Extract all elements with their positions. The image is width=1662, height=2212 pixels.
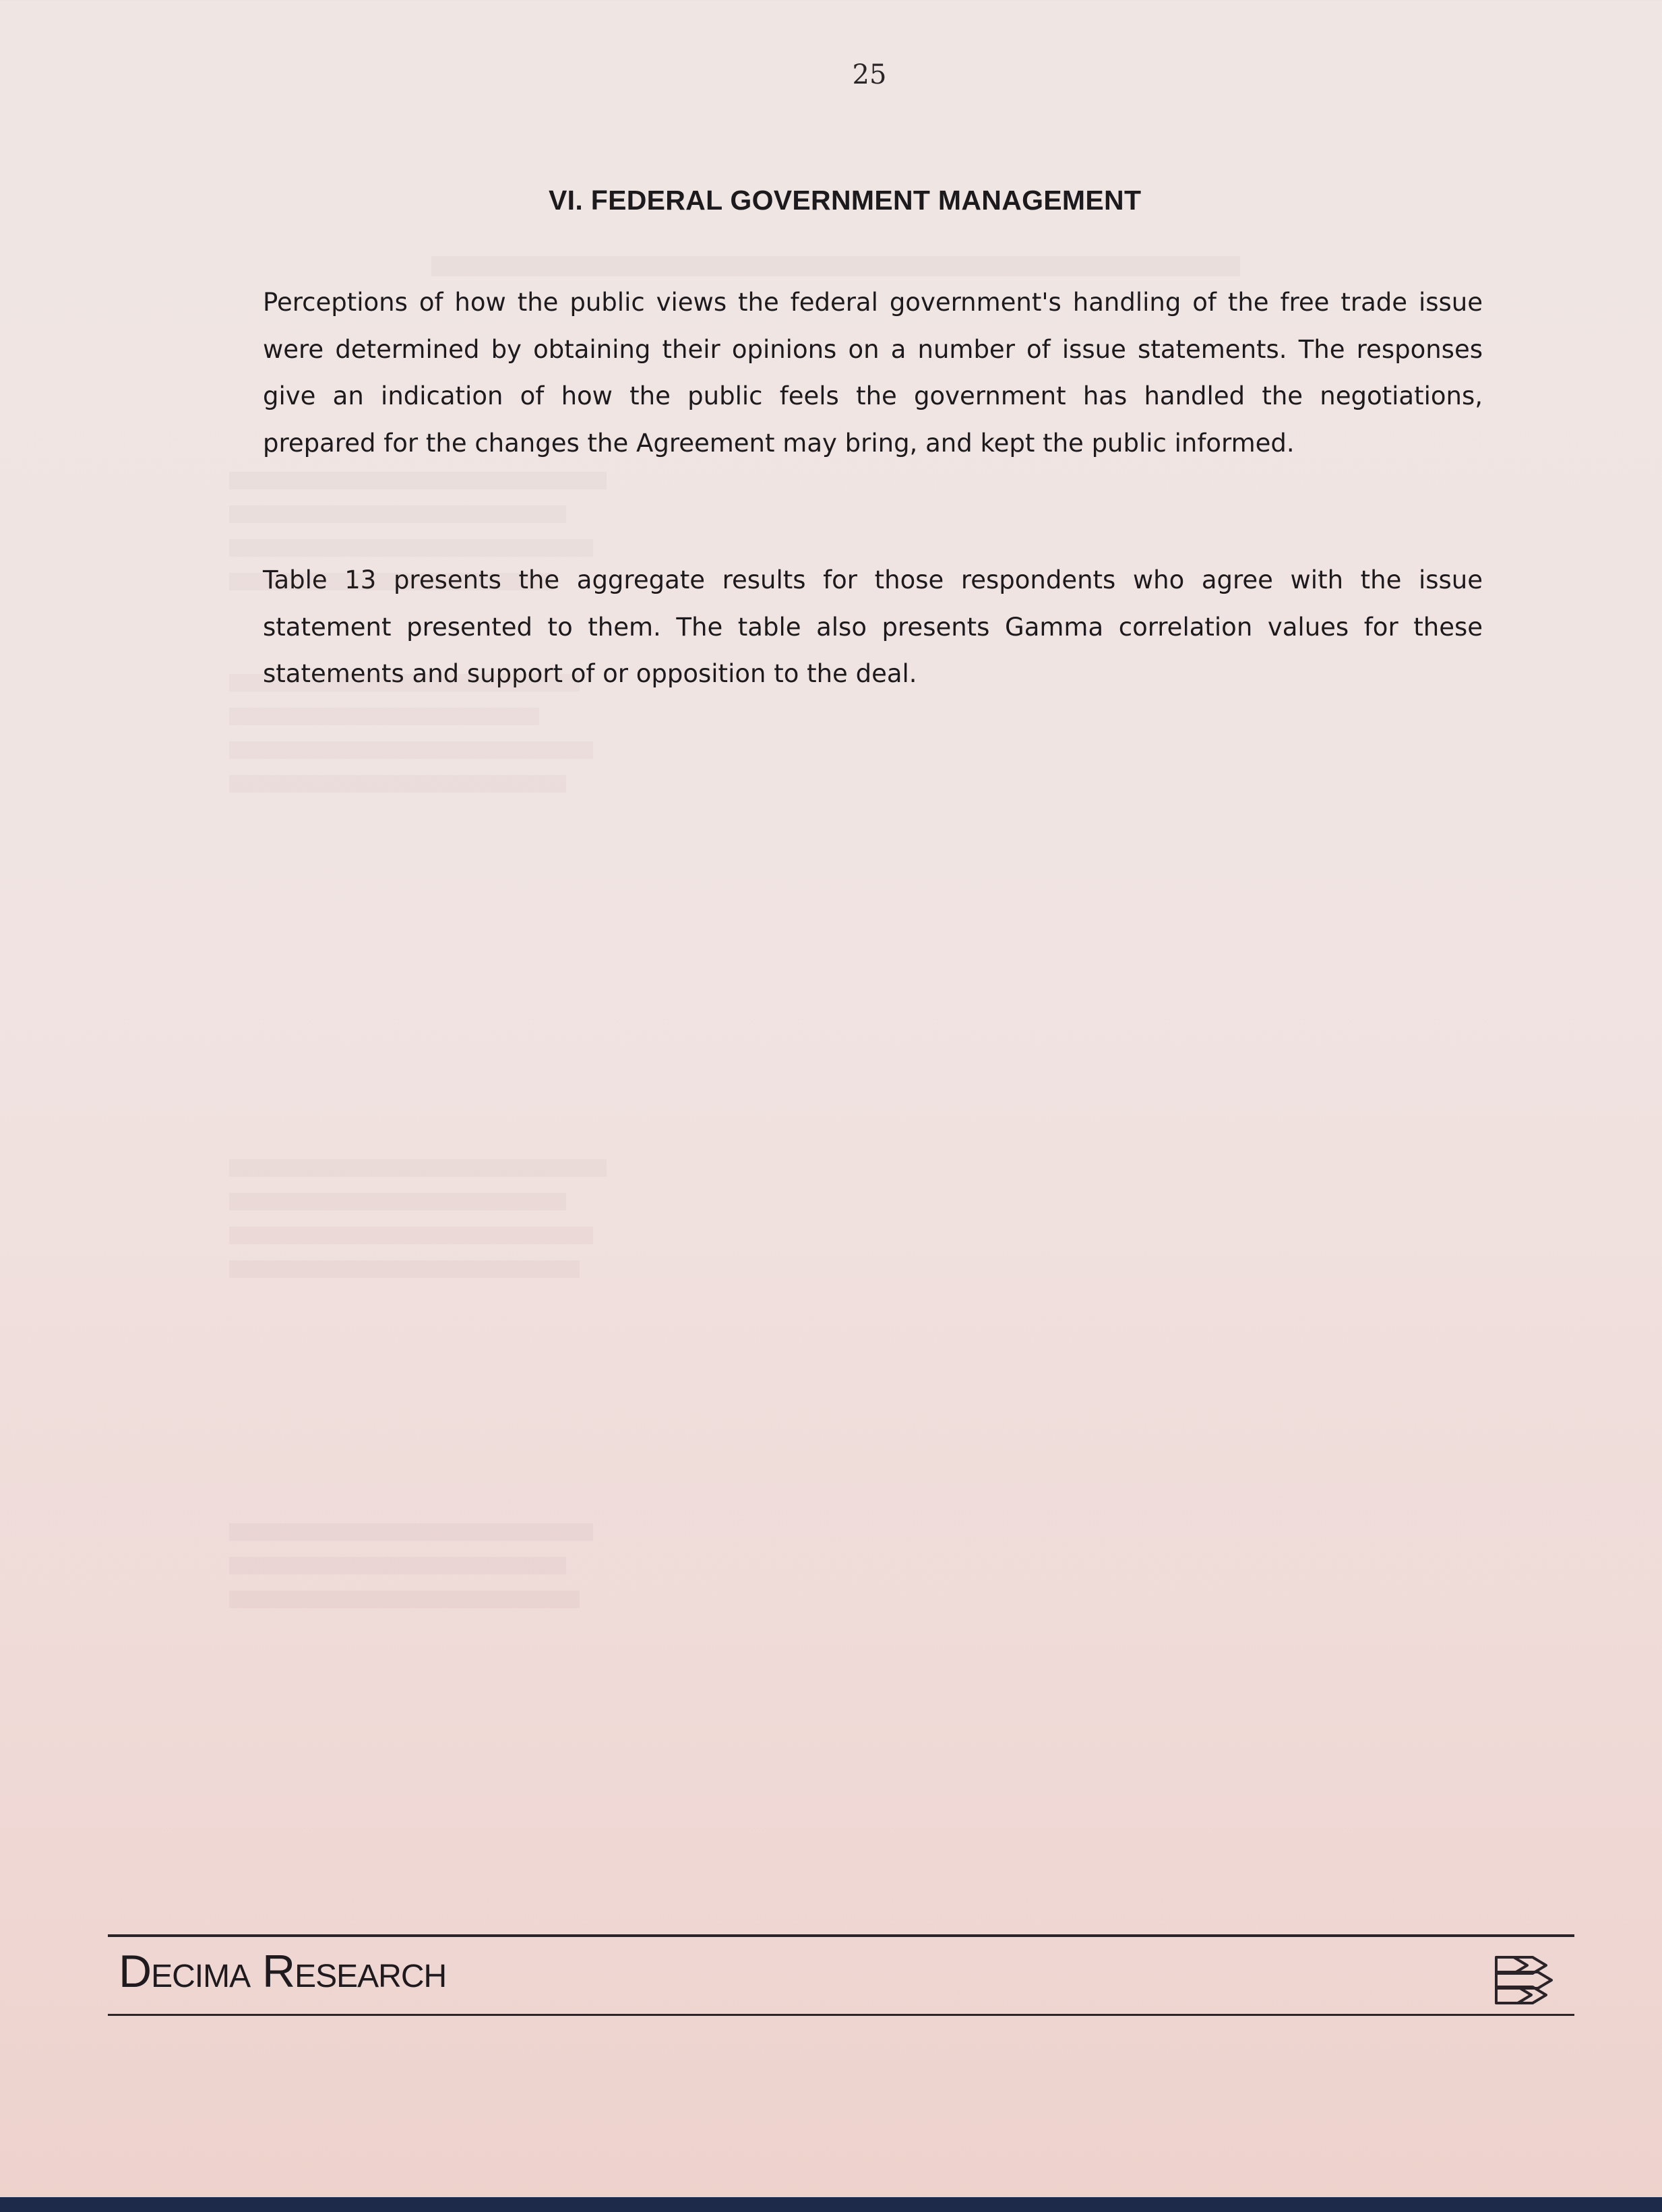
footer-brand: Decima Research (119, 1946, 447, 1997)
decima-logo-icon (1491, 1953, 1561, 2007)
section-heading: VI. FEDERAL GOVERNMENT MANAGEMENT (549, 185, 1142, 216)
body-paragraph-1: Perceptions of how the public views the federal government's handling of the free trade issue were determined by obtaining their opinions on a number of issue statements. The responses give an indication of how the public feels the government has handled the negotiations, prepared for the changes the Agreement may bring, and kept the public informed. (263, 288, 1483, 458)
scan-edge-band (0, 2197, 1662, 2212)
show-through-background (229, 243, 1496, 1820)
page-number: 25 (852, 59, 887, 90)
body-paragraph-2: Table 13 presents the aggregate results for those respondents who agree with the issue statement presented to them. The table also presents Gamma correlation values for these statements and support of or opposition to the deal. (263, 565, 1483, 688)
footer-rule-bottom (108, 2014, 1574, 2016)
footer-rule-top (108, 1934, 1574, 1937)
